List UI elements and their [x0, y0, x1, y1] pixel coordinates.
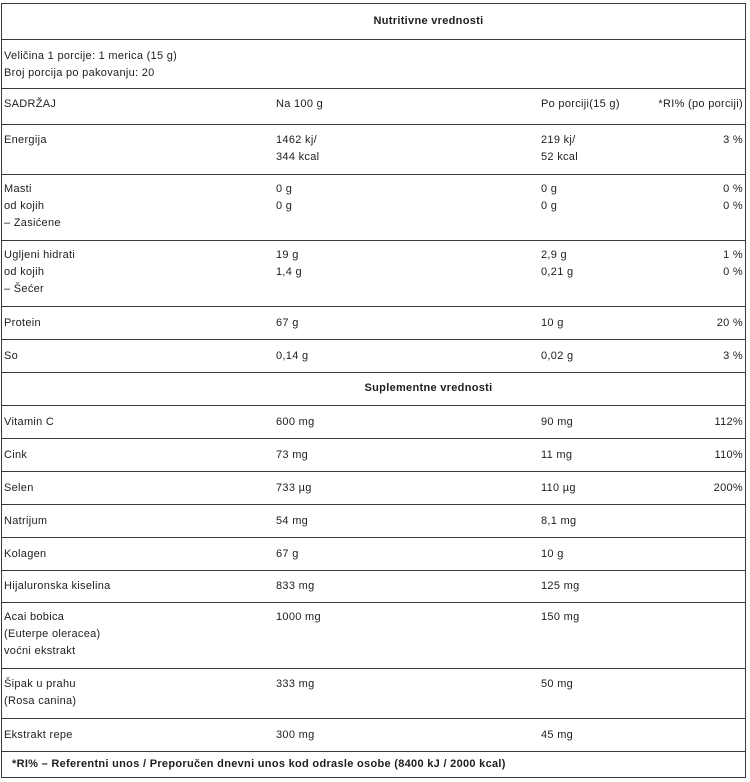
row-label: So [4, 350, 19, 362]
row-ri: 3 % [723, 350, 743, 362]
row-per-serving: 110 µg [541, 482, 576, 494]
row-per-100g: 67 g [276, 317, 299, 329]
row-per-serving: 8,1 mg [541, 515, 577, 527]
table-row [2, 669, 745, 719]
row-ri: 0 % 0 % [723, 183, 743, 212]
row-per-serving: 2,9 g 0,21 g [541, 249, 574, 278]
row-per-100g: 1462 kj/ 344 kcal [276, 134, 320, 163]
table-title: Nutritivne vrednosti [373, 15, 484, 27]
serving-size: Veličina 1 porcije: 1 merica (15 g) [4, 50, 178, 62]
row-per-100g: 1000 mg [276, 611, 321, 623]
row-per-100g: 73 mg [276, 449, 309, 461]
row-label: Cink [4, 449, 28, 461]
row-per-100g: 600 mg [276, 416, 315, 428]
row-label: Selen [4, 482, 34, 494]
row-ri: 20 % [716, 317, 743, 329]
table-row [2, 241, 745, 307]
row-ri: 112% [714, 416, 743, 428]
table-row [2, 538, 745, 571]
row-label: Ugljeni hidrati od kojih – Šećer [4, 249, 76, 295]
header-per-serving: Po porciji(15 g) [541, 98, 620, 110]
row-label: Hijaluronska kiselina [4, 580, 111, 592]
row-label: Masti od kojih – Zasićene [4, 183, 61, 229]
row-per-100g: 19 g 1,4 g [276, 249, 302, 278]
row-per-serving: 11 mg [541, 449, 573, 461]
row-label: Natrijum [4, 515, 48, 527]
row-ri: 200% [713, 482, 743, 494]
row-per-100g: 0 g 0 g [276, 183, 293, 212]
row-per-serving: 219 kj/ 52 kcal [541, 134, 578, 163]
supplement-title-row [2, 373, 745, 406]
row-label: Šipak u prahu (Rosa canina) [4, 678, 77, 707]
header-content: SADRŽAJ [4, 98, 57, 110]
row-ri: 3 % [723, 134, 743, 146]
row-per-serving: 150 mg [541, 611, 580, 623]
nutrition-table [1, 3, 746, 778]
row-per-100g: 733 µg [276, 482, 312, 494]
servings-per-pack: Broj porcija po pakovanju: 20 [4, 67, 155, 79]
row-per-100g: 300 mg [276, 729, 315, 741]
table-title-row [2, 4, 745, 40]
table-row [2, 406, 745, 439]
row-per-serving: 0,02 g [541, 350, 574, 362]
table-row [2, 439, 745, 472]
table-row [2, 472, 745, 505]
serving-info-row [2, 40, 745, 89]
row-ri: 110% [714, 449, 743, 461]
row-per-serving: 90 mg [541, 416, 574, 428]
column-header-row [2, 89, 745, 125]
row-per-serving: 10 g [541, 317, 564, 329]
table-row [2, 307, 745, 340]
row-label: Vitamin C [4, 416, 55, 428]
row-per-serving: 50 mg [541, 678, 574, 690]
row-label: Ekstrakt repe [4, 729, 73, 741]
ri-footnote: *RI% – Referentni unos / Preporučen dnevni unos kod odrasle osobe (8400 kJ / 2000 kcal) [12, 758, 506, 770]
row-label: Protein [4, 317, 41, 329]
row-per-serving: 10 g [541, 548, 564, 560]
table-row [2, 125, 745, 175]
row-label: Energija [4, 134, 47, 146]
table-row [2, 340, 745, 373]
row-per-100g: 333 mg [276, 678, 315, 690]
row-per-serving: 0 g 0 g [541, 183, 558, 212]
row-per-100g: 0,14 g [276, 350, 309, 362]
row-per-100g: 54 mg [276, 515, 309, 527]
row-ri: 1 % 0 % [723, 249, 743, 278]
row-label: Acai bobica (Euterpe oleracea) voćni ekstrakt [4, 611, 101, 657]
table-row [2, 175, 745, 241]
header-ri: *RI% (po porciji) [658, 98, 743, 110]
row-per-100g: 67 g [276, 548, 299, 560]
supplement-title: Suplementne vrednosti [364, 382, 493, 394]
row-per-serving: 125 mg [541, 580, 580, 592]
table-row [2, 571, 745, 603]
header-per-100g: Na 100 g [276, 98, 324, 110]
row-label: Kolagen [4, 548, 47, 560]
table-row [2, 505, 745, 538]
table-row [2, 603, 745, 669]
row-per-100g: 833 mg [276, 580, 315, 592]
table-row [2, 719, 745, 752]
footer-row [2, 752, 745, 779]
row-per-serving: 45 mg [541, 729, 574, 741]
